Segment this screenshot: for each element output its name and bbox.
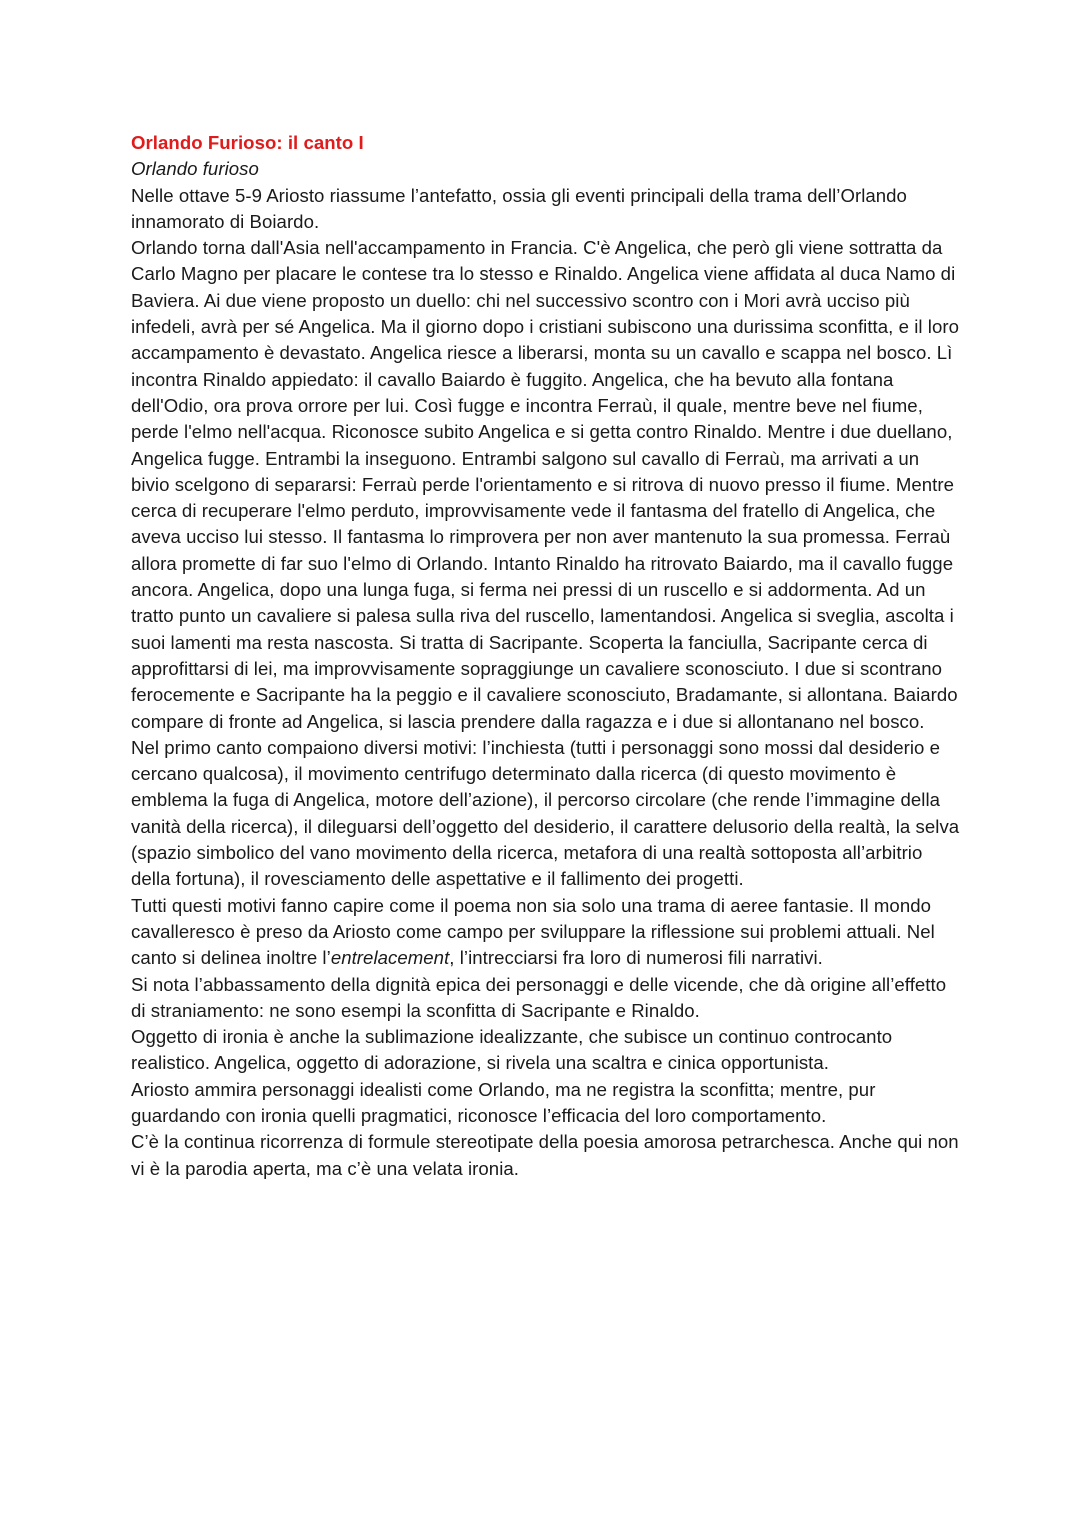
paragraph-plot-summary: Orlando torna dall'Asia nell'accampamento in Francia. C'è Angelica, che però gli viene sottratta da Carlo Magno per placare le contese tra lo stesso e Rinaldo. Angelica viene affidata al duca Namo di Baviera. Ai due viene proposto un duello: chi nel successivo scontro con i Mori avrà ucciso più infedeli, avrà per sé Angelica. Ma il giorno dopo i cristiani subiscono una durissima sconfitta, e il loro accampamento è devastato. Angelica riesce a liberarsi, monta su un cavallo e scappa nel bosco. Lì incontra Rinaldo appiedato: il cavallo Baiardo è fuggito. Angelica, che ha bevuto alla fontana dell'Odio, ora prova orrore per lui. Così fugge e incontra Ferraù, il quale, mentre beve nel fiume, perde l'elmo nell'acqua. Riconosce subito Angelica e si getta contro Rinaldo. Mentre i due duellano, Angelica fugge. Entrambi la inseguono. Entrambi salgono sul cavallo di Ferraù, ma arrivati a un bivio scelgono di separarsi: Ferraù perde l'orientamento e si ritrova di nuovo presso il fiume. Mentre cerca di recuperare l'elmo perduto, improvvisamente vede il fantasma del fratello di Angelica, che aveva ucciso lui stesso. Il fantasma lo rimprovera per non aver mantenuto la sua promessa. Ferraù allora promette di far suo l'elmo di Orlando. Intanto Rinaldo ha ritrovato Baiardo, ma il cavallo fugge ancora. Angelica, dopo una lunga fuga, si ferma nei pressi di un ruscello e si addormenta. Ad un tratto punto un cavaliere si palesa sulla riva del ruscello, lamentandosi. Angelica si sveglia, ascolta i suoi lamenti ma resta nascosta. Si tratta di Sacripante. Scoperta la fanciulla, Sacripante cerca di approfittarsi di lei, ma improvvisamente sopraggiunge un cavaliere sconosciuto. I due si scontrano ferocemente e Sacripante ha la peggio e il cavaliere sconosciuto, Bradamante, si allontana. Baiardo compare di fronte ad Angelica, si lascia prendere dalla ragazza e i due si allontanano nel bosco. xyxy=(131,237,959,732)
paragraph-entrelacement-after: , l’intrecciarsi fra loro di numerosi fili narrativi. xyxy=(449,947,823,969)
paragraph-entrelacement xyxy=(131,893,961,972)
paragraph-petrarchismo: C’è la continua ricorrenza di formule stereotipate della poesia amorosa petrarchesca. Anche qui non vi è la parodia aperta, ma c’è una velata ironia. xyxy=(131,1131,959,1179)
paragraph-ironia: Oggetto di ironia è anche la sublimazione idealizzante, che subisce un continuo controcanto realistico. Angelica, oggetto di adorazione, si rivela una scaltra e cinica opportunista. xyxy=(131,1026,893,1074)
paragraph-motifs: Nel primo canto compaiono diversi motivi: l’inchiesta (tutti i personaggi sono mossi dal desiderio e cercano qualcosa), il movimento centrifugo determinato dalla ricerca (di questo movimento è emblema la fuga di Angelica, motore dell’azione), il percorso circolare (che rende l’immagine della vanità della ricerca), il dileguarsi dell’oggetto del desiderio, il carattere delusorio della realtà, la selva (spazio simbolico del vano movimento della ricerca, metafora di una realtà sottoposta all’arbitrio della fortuna), il rovesciamento delle aspettative e il fallimento dei progetti. xyxy=(131,736,960,890)
document-title: Orlando Furioso: il canto I xyxy=(131,132,364,153)
paragraph-personaggi: Ariosto ammira personaggi idealisti come Orlando, ma ne registra la sconfitta; mentre, pur guardando con ironia quelli pragmatici, riconosce l’efficacia del loro comportamento. xyxy=(131,1078,876,1126)
paragraph-antefatto: Nelle ottave 5-9 Ariosto riassume l’antefatto, ossia gli eventi principali della trama dell’Orlando innamorato di Boiardo. xyxy=(131,184,907,232)
paragraph-entrelacement-before: Tutti questi motivi fanno capire come il poema non sia solo una trama di aeree fantasie. Il mondo cavalleresco è preso da Ariosto come campo per sviluppare la riflessione sui problemi attuali. Nel canto si delinea inoltre l’ xyxy=(131,894,935,969)
document-page xyxy=(131,130,961,1182)
paragraph-straniamento: Si nota l’abbassamento della dignità epica dei personaggi e delle vicende, che dà origine all’effetto di straniamento: ne sono esempi la sconfitta di Sacripante e Rinaldo. xyxy=(131,973,947,1021)
entrelacement-term: entrelacement xyxy=(330,947,450,969)
document-subtitle: Orlando furioso xyxy=(131,158,259,180)
